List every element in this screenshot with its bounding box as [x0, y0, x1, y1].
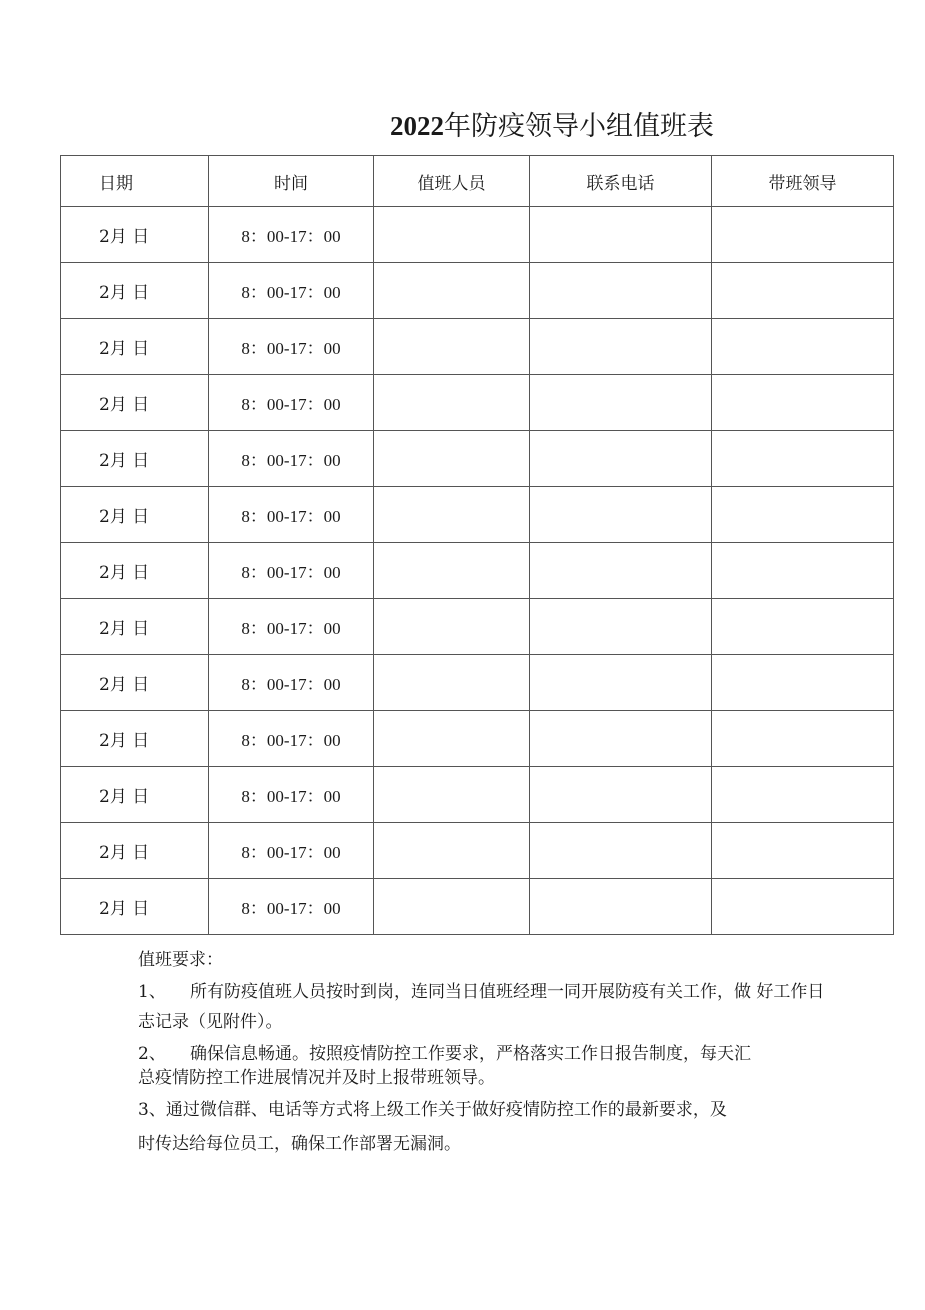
- duty-requirements: [138, 948, 898, 1156]
- table-row: [61, 375, 894, 431]
- date-cell: 2月 日: [61, 207, 209, 263]
- requirement-item-2: [138, 1042, 898, 1066]
- requirement-number: 1、: [138, 982, 166, 1002]
- header-phone: 联系电话: [530, 156, 712, 207]
- time-cell: 8：00-17：00: [209, 263, 374, 319]
- phone-cell: [530, 487, 712, 543]
- leader-cell: [712, 487, 894, 543]
- time-cell: 8：00-17：00: [209, 879, 374, 935]
- staff-cell: [374, 431, 530, 487]
- time-cell: 8：00-17：00: [209, 823, 374, 879]
- time-cell: 8：00-17：00: [209, 711, 374, 767]
- table-row: [61, 767, 894, 823]
- requirement-item-3-cont: 时传达给每位员工，确保工作部署无漏洞。: [138, 1134, 461, 1154]
- time-cell: 8：00-17：00: [209, 375, 374, 431]
- phone-cell: [530, 207, 712, 263]
- table-row: [61, 711, 894, 767]
- staff-cell: [374, 375, 530, 431]
- time-cell: 8：00-17：00: [209, 599, 374, 655]
- duty-roster-table: [60, 155, 894, 935]
- table-row: [61, 599, 894, 655]
- requirement-text: 所有防疫值班人员按时到岗，连同当日值班经理一同开展防疫有关工作，做 好工作日: [190, 982, 825, 1002]
- leader-cell: [712, 319, 894, 375]
- table-row: [61, 655, 894, 711]
- table-row: [61, 319, 894, 375]
- phone-cell: [530, 823, 712, 879]
- leader-cell: [712, 431, 894, 487]
- phone-cell: [530, 655, 712, 711]
- date-cell: 2月 日: [61, 879, 209, 935]
- leader-cell: [712, 375, 894, 431]
- leader-cell: [712, 879, 894, 935]
- header-leader: 带班领导: [712, 156, 894, 207]
- staff-cell: [374, 543, 530, 599]
- table-header-row: [61, 156, 894, 207]
- phone-cell: [530, 599, 712, 655]
- leader-cell: [712, 543, 894, 599]
- staff-cell: [374, 487, 530, 543]
- phone-cell: [530, 319, 712, 375]
- title-text: 年防疫领导小组值班表: [444, 111, 714, 142]
- staff-cell: [374, 599, 530, 655]
- header-time: 时间: [209, 156, 374, 207]
- date-cell: 2月 日: [61, 487, 209, 543]
- table-row: [61, 487, 894, 543]
- time-cell: 8：00-17：00: [209, 431, 374, 487]
- phone-cell: [530, 711, 712, 767]
- staff-cell: [374, 263, 530, 319]
- date-cell: 2月 日: [61, 375, 209, 431]
- leader-cell: [712, 655, 894, 711]
- date-cell: 2月 日: [61, 655, 209, 711]
- leader-cell: [712, 711, 894, 767]
- time-cell: 8：00-17：00: [209, 655, 374, 711]
- time-cell: 8：00-17：00: [209, 319, 374, 375]
- phone-cell: [530, 375, 712, 431]
- requirements-heading: 值班要求：: [138, 950, 223, 970]
- staff-cell: [374, 711, 530, 767]
- phone-cell: [530, 879, 712, 935]
- requirement-text: 确保信息畅通。按照疫情防控工作要求，严格落实工作日报告制度，每天汇: [190, 1044, 751, 1064]
- time-cell: 8：00-17：00: [209, 767, 374, 823]
- leader-cell: [712, 599, 894, 655]
- date-cell: 2月 日: [61, 319, 209, 375]
- requirement-item-2-cont: 总疫情防控工作进展情况并及时上报带班领导。: [138, 1068, 495, 1088]
- staff-cell: [374, 823, 530, 879]
- date-cell: 2月 日: [61, 599, 209, 655]
- header-date: 日期: [61, 156, 209, 207]
- leader-cell: [712, 823, 894, 879]
- date-cell: 2月 日: [61, 543, 209, 599]
- time-cell: 8：00-17：00: [209, 207, 374, 263]
- table-body: [61, 207, 894, 935]
- staff-cell: [374, 319, 530, 375]
- table-row: [61, 431, 894, 487]
- date-cell: 2月 日: [61, 767, 209, 823]
- date-cell: 2月 日: [61, 711, 209, 767]
- page-title: [390, 104, 714, 143]
- requirement-number: 2、: [138, 1044, 166, 1064]
- table-row: [61, 207, 894, 263]
- requirement-item-1: [138, 980, 898, 1004]
- staff-cell: [374, 879, 530, 935]
- staff-cell: [374, 207, 530, 263]
- title-year: 2022: [390, 111, 444, 141]
- time-cell: 8：00-17：00: [209, 487, 374, 543]
- leader-cell: [712, 767, 894, 823]
- leader-cell: [712, 207, 894, 263]
- table-row: [61, 543, 894, 599]
- date-cell: 2月 日: [61, 823, 209, 879]
- table-row: [61, 823, 894, 879]
- phone-cell: [530, 543, 712, 599]
- staff-cell: [374, 655, 530, 711]
- requirement-item-3: 3、通过微信群、电话等方式将上级工作关于做好疫情防控工作的最新要求，及: [138, 1100, 727, 1120]
- leader-cell: [712, 263, 894, 319]
- phone-cell: [530, 263, 712, 319]
- table-row: [61, 879, 894, 935]
- header-staff: 值班人员: [374, 156, 530, 207]
- date-cell: 2月 日: [61, 263, 209, 319]
- requirement-item-1-cont: 志记录（见附件）。: [138, 1012, 283, 1032]
- table-row: [61, 263, 894, 319]
- phone-cell: [530, 767, 712, 823]
- date-cell: 2月 日: [61, 431, 209, 487]
- time-cell: 8：00-17：00: [209, 543, 374, 599]
- phone-cell: [530, 431, 712, 487]
- staff-cell: [374, 767, 530, 823]
